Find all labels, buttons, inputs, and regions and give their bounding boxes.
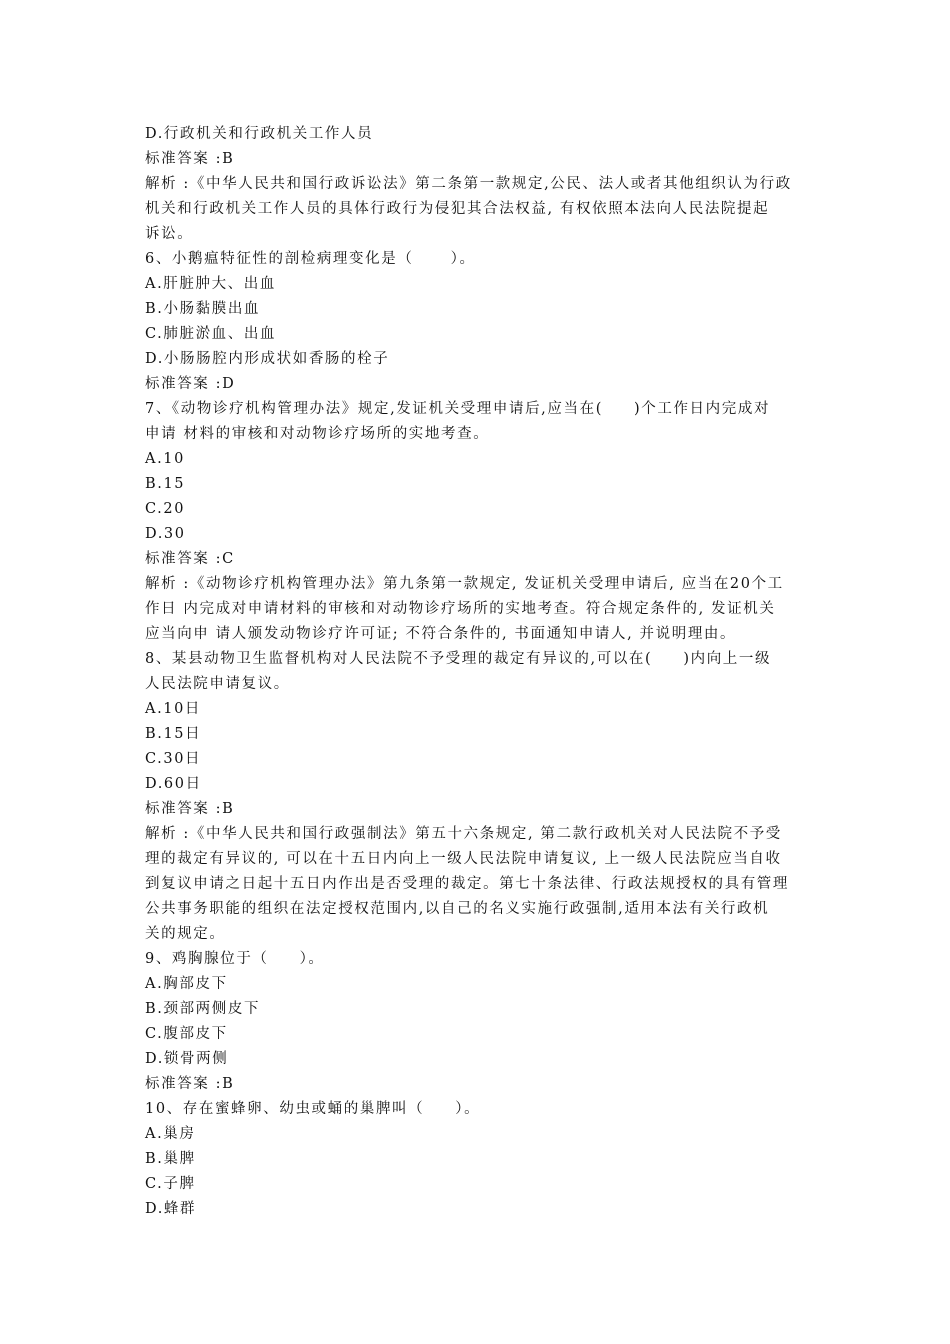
answer-option-line: A.肝脏肿大、出血 <box>145 276 276 292</box>
explanation-line: 公共事务职能的组织在法定授权范围内,以自己的名义实施行政强制,适用本法有关行政机 <box>145 901 770 917</box>
explanation-line: 应当向申 请人颁发动物诊疗许可证; 不符合条件的, 书面通知申请人, 并说明理由。 <box>145 626 737 642</box>
answer-option-line: B.颈部两侧皮下 <box>145 1001 261 1017</box>
explanation-line: 机关和行政机关工作人员的具体行政行为侵犯其合法权益, 有权依照本法向人民法院提起 <box>145 201 770 217</box>
question-7-line: 申请 材料的审核和对动物诊疗场所的实地考查。 <box>145 426 490 442</box>
answer-option-line: B.15 <box>145 476 186 492</box>
answer-option-line: D.小肠肠腔内形成状如香肠的栓子 <box>145 351 390 367</box>
answer-option-line: D.锁骨两侧 <box>145 1051 229 1067</box>
answer-option-line: D.60日 <box>145 776 202 792</box>
explanation-line: 作日 内完成对申请材料的审核和对动物诊疗场所的实地考查。符合规定条件的, 发证机关 <box>145 601 776 617</box>
answer-option-line: C.腹部皮下 <box>145 1026 228 1042</box>
explanation-line: 关的规定。 <box>145 926 226 942</box>
standard-answer-line: 标准答案 :B <box>145 151 235 167</box>
explanation-line: 解析 :《动物诊疗机构管理办法》第九条第一款规定, 发证机关受理申请后, 应当在20个工 <box>145 576 784 592</box>
answer-option-line: B.15日 <box>145 726 202 742</box>
answer-option-line: A.胸部皮下 <box>145 976 228 992</box>
answer-option-line: B.小肠黏膜出血 <box>145 301 261 317</box>
question-8-line: 人民法院申请复议。 <box>145 676 290 692</box>
answer-option-line: A.巢房 <box>145 1126 196 1142</box>
explanation-line: 解析 :《中华人民共和国行政诉讼法》第二条第一款规定,公民、法人或者其他组织认为行政 <box>145 176 792 192</box>
standard-answer-line: 标准答案 :D <box>145 376 236 392</box>
explanation-line: 解析 :《中华人民共和国行政强制法》第五十六条规定, 第二款行政机关对人民法院不予受 <box>145 826 782 842</box>
answer-option-line: D.蜂群 <box>145 1201 197 1217</box>
standard-answer-line: 标准答案 :B <box>145 801 235 817</box>
standard-answer-line: 标准答案 :C <box>145 551 235 567</box>
document-page <box>145 122 810 1222</box>
explanation-line: 到复议申请之日起十五日内作出是否受理的裁定。第七十条法律、行政法规授权的具有管理 <box>145 876 789 892</box>
explanation-line: 诉讼。 <box>145 226 194 242</box>
answer-option-line: D.30 <box>145 526 186 542</box>
answer-option-line: B.巢脾 <box>145 1151 196 1167</box>
question-9-line: 9、鸡胸腺位于（ ）。 <box>145 951 325 967</box>
question-8-line: 8、某县动物卫生监督机构对人民法院不予受理的裁定有异议的,可以在( )内向上一级 <box>145 651 772 667</box>
question-10-line: 10、存在蜜蜂卵、幼虫或蛹的巢脾叫（ ）。 <box>145 1101 481 1117</box>
answer-option-line: C.肺脏淤血、出血 <box>145 326 277 342</box>
standard-answer-line: 标准答案 :B <box>145 1076 235 1092</box>
question-6-line: 6、小鹅瘟特征性的剖检病理变化是（ ）。 <box>145 251 476 267</box>
explanation-line: 理的裁定有异议的, 可以在十五日内向上一级人民法院申请复议, 上一级人民法院应当自收 <box>145 851 782 867</box>
answer-option-line: C.30日 <box>145 751 202 767</box>
answer-option-line: C.子脾 <box>145 1176 196 1192</box>
answer-option-line: A.10 <box>145 451 185 467</box>
question-7-line: 7、《动物诊疗机构管理办法》规定,发证机关受理申请后,应当在( )个工作日内完成对 <box>145 401 771 417</box>
answer-option-line: D.行政机关和行政机关工作人员 <box>145 126 374 142</box>
answer-option-line: A.10日 <box>145 701 202 717</box>
answer-option-line: C.20 <box>145 501 186 517</box>
